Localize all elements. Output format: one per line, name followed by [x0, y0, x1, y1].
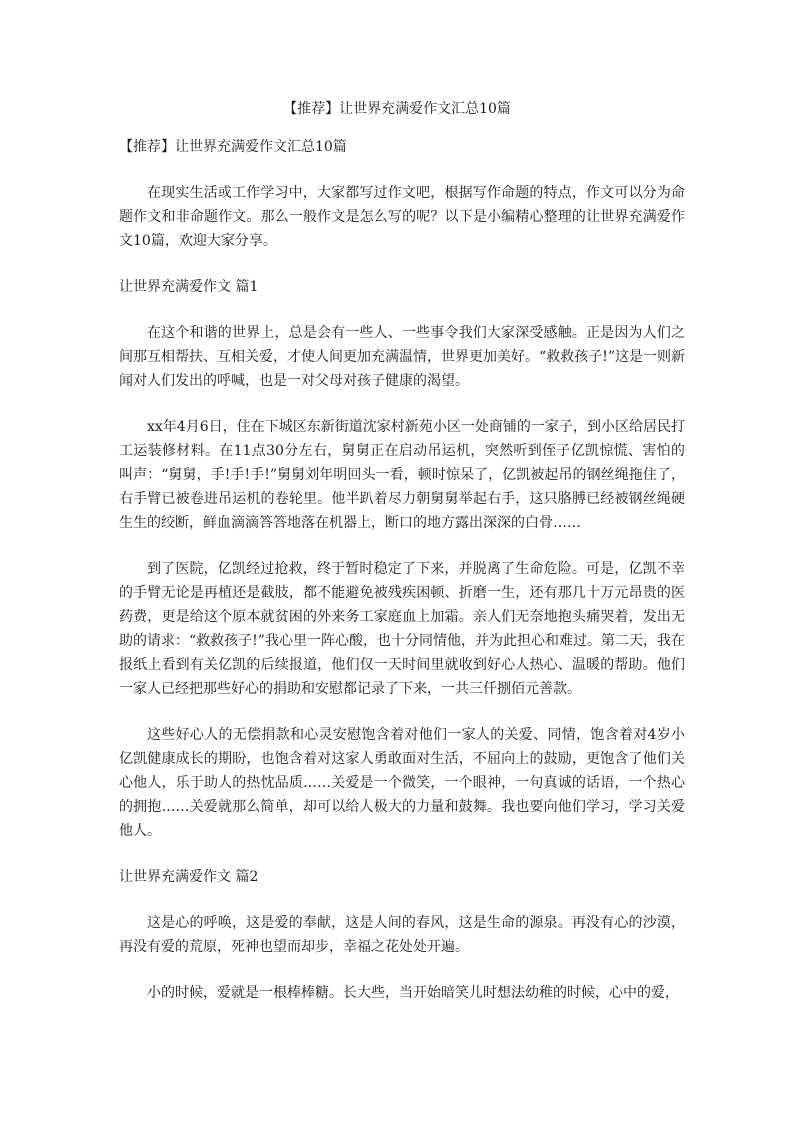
section-heading-2: 让世界充满爱作文 篇2: [119, 869, 259, 885]
document-title: 【推荐】让世界充满爱作文汇总10篇: [283, 101, 511, 117]
section-1-paragraph-2: xx年4月6日，住在下城区东新街道沈家村新苑小区一处商铺的一家子，到小区给居民打工运装修材料。在11点30分左右，舅舅正在启动吊运机，突然听到侄子亿凯惊慌、害怕的叫声：“舅舅，手!手!手!”舅舅刘年明回头一看，顿时惊呆了，亿凯被起吊的钢丝绳拖住了，右手臂已被卷进吊运机的卷轮里。他半趴着尽力朝舅舅举起右手，这只胳膊已经被钢丝绳硬生生的绞断，鲜血滴滴答答地落在机器上，断口的地方露出深深的白骨……: [119, 419, 685, 531]
section-1-paragraph-3: 到了医院，亿凯经过抢救，终于暂时稳定了下来，并脱离了生命危险。可是，亿凯不幸的手臂无论是再植还是截肢，都不能避免被残疾困顿、折磨一生，还有那几十万元昂贵的医药费，更是给这个原本就贫困的外来务工家庭血上加霜。亲人们无奈地抱头痛哭着，发出无助的请求：“救救孩子!”我心里一阵心酸，也十分同情他，并为此担心和难过。第二天，我在报纸上看到有关亿凯的后续报道，他们仅一天时间里就收到好心人热心、温暖的帮助。他们一家人已经把那些好心的捐助和安慰都记录了下来，一共三仟捌佰元善款。: [119, 561, 685, 697]
section-heading-1: 让世界充满爱作文 篇1: [119, 279, 259, 295]
section-1-paragraph-1: 在这个和谐的世界上，总是会有一些人、一些事令我们大家深受感触。正是因为人们之间那互相帮扶、互相关爱，才使人间更加充满温情，世界更加美好。“救救孩子!”这是一则新闻对人们发出的呼喊，也是一对父母对孩子健康的渴望。: [119, 325, 685, 389]
document-subtitle: 【推荐】让世界充满爱作文汇总10篇: [119, 139, 347, 155]
section-1-paragraph-4: 这些好心人的无偿捐款和心灵安慰饱含着对他们一家人的关爱、同情，饱含着对4岁小亿凯健康成长的期盼，也饱含着对这家人勇敢面对生活，不屈向上的鼓励，更饱含了他们关心他人，乐于助人的热忱品质……关爱是一个微笑，一个眼神，一句真诚的话语，一个热心的拥抱……关爱就那么简单，却可以给人极大的力量和鼓舞。我也要向他们学习，学习关爱他人。: [119, 727, 685, 839]
intro-paragraph: 在现实生活或工作学习中，大家都写过作文吧，根据写作命题的特点，作文可以分为命题作文和非命题作文。那么一般作文是怎么写的呢？以下是小编精心整理的让世界充满爱作文10篇，欢迎大家分享。: [119, 185, 685, 249]
section-2-paragraph-2: 小的时候，爱就是一根棒棒糖。长大些，当开始暗笑儿时想法幼稚的时候，心中的爱，: [147, 985, 679, 1001]
document-body: [119, 135, 685, 1027]
section-2-paragraph-1: 这是心的呼唤，这是爱的奉献，这是人间的春风，这是生命的源泉。再没有心的沙漠，再没有爱的荒原，死神也望而却步，幸福之花处处开遍。: [119, 915, 685, 955]
